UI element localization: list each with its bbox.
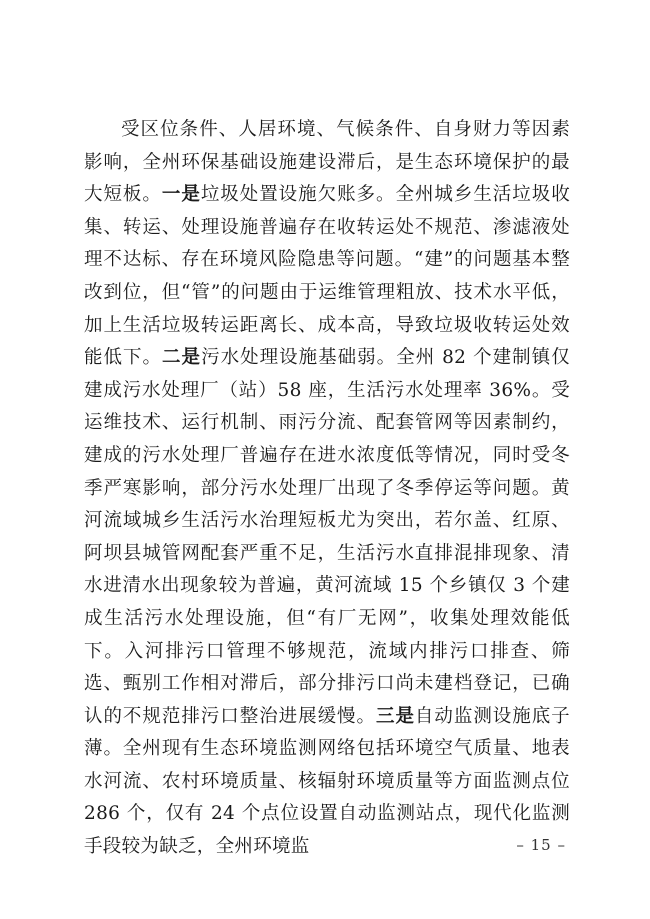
page-number: – 15 – (516, 836, 566, 854)
heading-point-three: 三是 (375, 705, 415, 727)
heading-point-two: 二是 (162, 347, 202, 369)
paragraph-point-one: 垃圾处置设施欠账多。全州城乡生活垃圾收集、转运、处理设施普遍存在收转运处不规范、渗滤液处理不达标、存在环境风险隐患等问题。“建”的问题基本整改到位，但“管”的问题由于运维管理粗放、技术水平低，加上生活垃圾转运距离长、成本高，导致垃圾收转运处效能低下。 (84, 184, 571, 369)
paragraph-intro: 受区位条件、人居环境、气候条件、自身财力等因素影响，全州环保基础设施建设滞后，是生态环境保护的最大短板。 (84, 119, 570, 206)
paragraph-point-three: 自动监测设施底子薄。全州现有生态环境监测网络包括环境空气质量、地表水河流、农村环境质量、核辐射环境质量等方面监测点位 286 个，仅有 24 个点位设置自动监测站点，现代化监测手段较为缺乏，全州环境监 (84, 705, 570, 858)
body-paragraph (84, 114, 570, 864)
paragraph-point-two: 污水处理设施基础弱。全州 82 个建制镇仅建成污水处理厂（站）58 座，生活污水处理率 36%。受运维技术、运行机制、雨污分流、配套管网等因素制约，建成的污水处理厂普遍存在进水浓度低等情况，同时受冬季严寒影响，部分污水处理厂出现了冬季停运等问题。黄河流域城乡生活污水治理短板尤为突出，若尔盖、红原、阿坝县城管网配套严重不足，生活污水直排混排现象、清水进清水出现象较为普遍，黄河流域 15 个乡镇仅 3 个建成生活污水处理设施，但“有厂无网”，收集处理效能低下。入河排污口管理不够规范，流域内排污口排查、筛选、甄别工作相对滞后，部分排污口尚未建档登记，已确认的不规范排污口整治进展缓慢。 (84, 347, 570, 727)
heading-point-one: 一是 (161, 184, 201, 206)
